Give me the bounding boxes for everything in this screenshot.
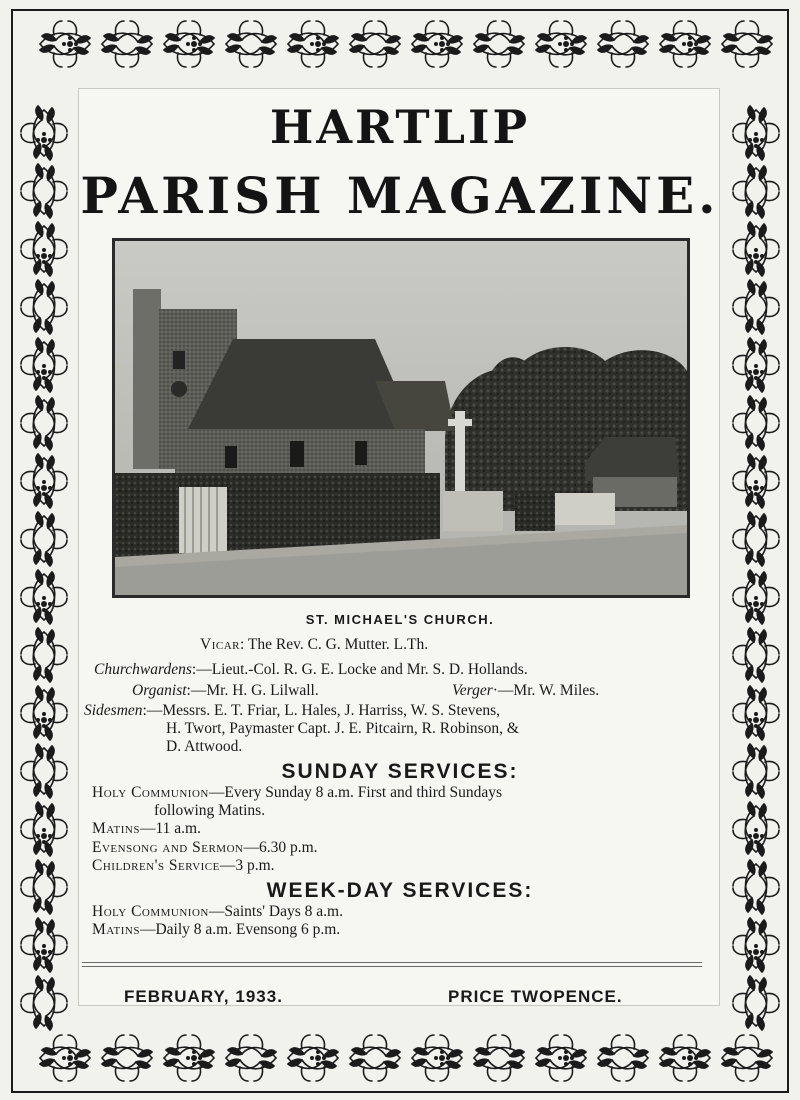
sunday-holy-communion-line — [92, 784, 502, 802]
organist-text: :—Mr. H. G. Lilwall. — [186, 682, 319, 699]
vicar-label: Vicar — [200, 636, 240, 653]
border-sprig-ornament — [21, 338, 67, 388]
childrens-service-label: Children's Service — [92, 857, 220, 874]
sidesmen-text-1: :—Messrs. E. T. Friar, L. Hales, J. Harriss, W. S. Stevens, — [142, 702, 500, 719]
verger-line — [452, 682, 599, 700]
masthead-subtitle: PARISH MAGAZINE. — [80, 166, 720, 225]
border-sprig-ornament — [733, 280, 779, 330]
churchwardens-label: Churchwardens — [94, 661, 192, 678]
border-sprig-ornament — [474, 21, 524, 67]
border-sprig-ornament — [733, 632, 779, 682]
border-sprig-ornament — [21, 802, 67, 852]
weekday-hc-text: —Saints' Days 8 a.m. — [208, 903, 343, 920]
border-sprig-ornament — [21, 918, 67, 968]
border-sprig-ornament — [350, 21, 400, 67]
sidesmen-line-2: H. Twort, Paymaster Capt. J. E. Pitcairn, R. Robinson, & — [166, 720, 519, 737]
border-sprig-ornament — [21, 686, 67, 736]
border-sprig-ornament — [733, 918, 779, 968]
border-sprig-ornament — [733, 686, 779, 736]
organist-label: Organist — [132, 682, 187, 699]
border-sprig-ornament — [21, 396, 67, 446]
verger-label: Verger — [452, 682, 493, 699]
weekday-matins-text: —Daily 8 a.m. Evensong 6 p.m. — [139, 921, 341, 938]
border-sprig-ornament — [226, 1035, 276, 1081]
weekday-matins-label: Matins — [92, 921, 140, 938]
photo-caption: ST. MICHAEL'S CHURCH. — [305, 612, 495, 627]
border-sprig-ornament — [598, 1035, 648, 1081]
border-sprig-ornament — [21, 980, 67, 1030]
border-sprig-ornament — [733, 284, 779, 334]
issue-price: PRICE TWOPENCE. — [448, 987, 623, 1006]
childrens-service-line — [92, 857, 275, 875]
border-sprig-ornament — [21, 516, 67, 566]
border-sprig-ornament — [733, 222, 779, 272]
churchwardens-text: :—Lieut.-Col. R. G. E. Locke and Mr. S. D. Hollands. — [191, 661, 528, 678]
weekday-matins-line — [92, 921, 340, 939]
sidesmen-line-3: D. Attwood. — [166, 738, 243, 755]
border-sprig-ornament — [102, 21, 152, 67]
sidesmen-line — [84, 702, 500, 720]
border-sprig-ornament — [102, 1035, 152, 1081]
border-sprig-ornament — [733, 976, 779, 1026]
border-sprig-ornament — [21, 976, 67, 1026]
border-sprig-ornament — [722, 21, 772, 67]
sunday-matins-line — [92, 820, 201, 838]
issue-date: FEBRUARY, 1933. — [124, 987, 283, 1006]
organist-line — [132, 682, 319, 700]
childrens-service-text: —3 p.m. — [219, 857, 275, 874]
border-sprig-ornament — [21, 454, 67, 504]
sunday-hc-label: Holy Communion — [92, 784, 209, 801]
border-sprig-ornament — [733, 338, 779, 388]
border-sprig-ornament — [21, 280, 67, 330]
border-sprig-ornament — [21, 628, 67, 678]
border-sprig-ornament — [733, 400, 779, 450]
border-sprig-ornament — [733, 980, 779, 1030]
border-sprig-ornament — [598, 21, 648, 67]
sunday-matins-text: —11 a.m. — [139, 820, 201, 837]
border-sprig-ornament — [474, 1035, 524, 1081]
border-sprig-ornament — [350, 1035, 400, 1081]
border-sprig-ornament — [722, 1035, 772, 1081]
border-sprig-ornament — [733, 454, 779, 504]
verger-text: ·—Mr. W. Miles. — [492, 682, 600, 699]
border-sprig-ornament — [226, 21, 276, 67]
border-sprig-ornament — [474, 21, 524, 67]
border-sprig-ornament — [21, 284, 67, 334]
sunday-matins-label: Matins — [92, 820, 140, 837]
weekday-holy-communion-line — [92, 903, 343, 921]
weekday-services-heading: WEEK-DAY SERVICES: — [266, 879, 534, 902]
evensong-line — [92, 839, 318, 857]
sunday-services-heading: SUNDAY SERVICES: — [281, 760, 519, 783]
sidesmen-label: Sidesmen — [84, 702, 143, 719]
border-sprig-ornament — [733, 802, 779, 852]
footer-divider-inner — [82, 966, 702, 967]
border-sprig-ornament — [733, 516, 779, 566]
sunday-hc-continuation: following Matins. — [154, 802, 266, 819]
border-sprig-ornament — [350, 21, 400, 67]
evensong-text: —6.30 p.m. — [243, 839, 318, 856]
vicar-line — [200, 636, 428, 654]
border-sprig-ornament — [733, 628, 779, 678]
border-sprig-ornament — [598, 1035, 648, 1081]
border-sprig-ornament — [733, 396, 779, 446]
evensong-label: Evensong and Sermon — [92, 839, 244, 856]
masthead-title: HARTLIP — [269, 100, 531, 154]
border-sprig-ornament — [21, 400, 67, 450]
border-sprig-ornament — [226, 21, 276, 67]
churchwardens-line — [94, 661, 528, 679]
border-sprig-ornament — [21, 222, 67, 272]
border-sprig-ornament — [733, 512, 779, 562]
weekday-hc-label: Holy Communion — [92, 903, 209, 920]
border-sprig-ornament — [21, 632, 67, 682]
sunday-hc-text: —Every Sunday 8 a.m. First and third Sundays — [208, 784, 503, 801]
border-sprig-ornament — [722, 21, 772, 67]
border-sprig-ornament — [102, 1035, 152, 1081]
border-sprig-ornament — [350, 1035, 400, 1081]
border-sprig-ornament — [474, 1035, 524, 1081]
vicar-text: : The Rev. C. G. Mutter. L.Th. — [239, 636, 429, 653]
border-sprig-ornament — [722, 1035, 772, 1081]
border-sprig-ornament — [21, 512, 67, 562]
border-sprig-ornament — [598, 21, 648, 67]
footer-divider — [82, 962, 702, 963]
church-photograph — [112, 238, 690, 598]
border-sprig-ornament — [226, 1035, 276, 1081]
border-sprig-ornament — [102, 21, 152, 67]
